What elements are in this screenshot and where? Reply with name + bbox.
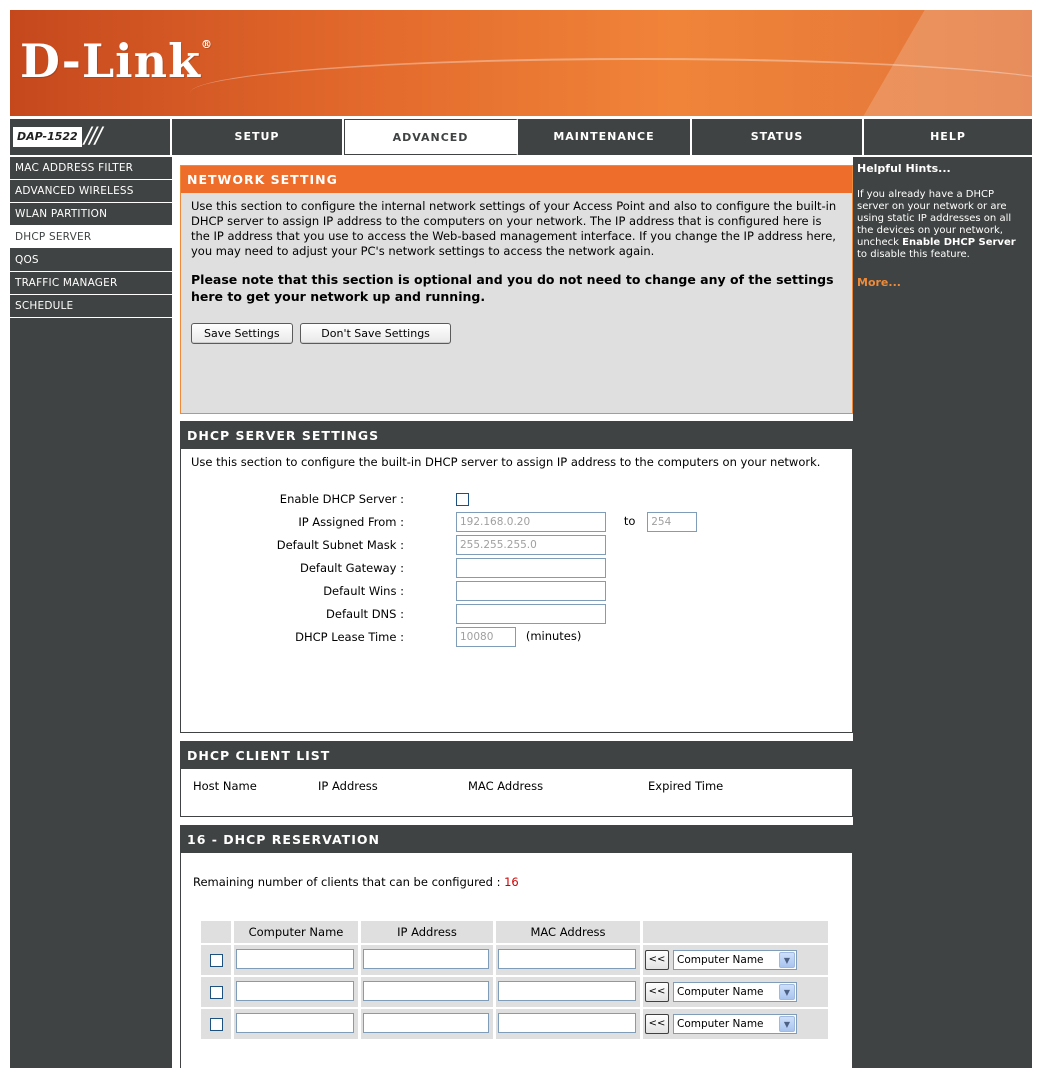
default-gateway-label: Default Gateway : (299, 561, 404, 575)
registered-mark: ® (200, 38, 213, 51)
sidebar-item-traffic-manager[interactable]: TRAFFIC MANAGER (10, 272, 172, 295)
reservation-title: 16 - DHCP RESERVATION (181, 826, 852, 853)
top-nav (10, 119, 1032, 155)
ip-assigned-from-label: IP Assigned From : (298, 515, 404, 529)
model-label: DAP-1522 (13, 127, 82, 147)
chevron-down-icon: ▼ (779, 984, 795, 1000)
sidebar-item-schedule[interactable]: SCHEDULE (10, 295, 172, 318)
chevron-down-icon: ▼ (779, 1016, 795, 1032)
col-ip-address: IP Address (361, 921, 493, 943)
header-banner (10, 10, 1032, 116)
mac-address-input[interactable] (498, 981, 636, 1001)
col-expired-time: Expired Time (648, 779, 724, 793)
default-dns-input[interactable] (456, 604, 606, 624)
save-settings-button[interactable]: Save Settings (191, 323, 293, 344)
sidebar-item-mac-address-filter[interactable]: MAC ADDRESS FILTER (10, 157, 172, 180)
tab-help[interactable]: HELP (864, 119, 1032, 155)
dhcp-settings-title: DHCP SERVER SETTINGS (181, 422, 852, 449)
network-setting-title: NETWORK SETTING (181, 166, 852, 193)
dhcp-reservation-section (180, 825, 853, 1068)
computer-name-input[interactable] (236, 981, 354, 1001)
computer-name-select[interactable]: Computer Name ▼ (673, 950, 797, 970)
row-checkbox[interactable] (210, 986, 223, 999)
network-description: Use this section to configure the internal network settings of your Access Point and also to configure the built-in DHCP server to assign IP address to the computers on your network. The IP address that is configured here is the IP address that you use to access the Web-based management interface. If you change the IP address here, you may need to adjust your PC's network settings to access the network again. (191, 199, 837, 258)
col-host-name: Host Name (193, 779, 257, 793)
dhcp-server-settings-section (180, 421, 853, 733)
enable-dhcp-checkbox[interactable] (456, 493, 469, 506)
remaining-clients: Remaining number of clients that can be configured : 16 (193, 875, 519, 889)
reservation-table (198, 919, 831, 1041)
table-row (201, 945, 828, 975)
tab-maintenance[interactable]: MAINTENANCE (518, 119, 692, 155)
ip-address-input[interactable] (363, 949, 489, 969)
subnet-mask-input[interactable]: 255.255.255.0 (456, 535, 606, 555)
sidebar-item-qos[interactable]: QOS (10, 249, 172, 272)
default-wins-label: Default Wins : (323, 584, 404, 598)
help-panel (853, 157, 1032, 1068)
copy-button[interactable]: << (645, 950, 669, 970)
ip-address-input[interactable] (363, 1013, 489, 1033)
sidebar-item-dhcp-server[interactable]: DHCP SERVER (10, 226, 172, 249)
dhcp-description: Use this section to configure the built-in DHCP server to assign IP address to the computers on your network. (191, 455, 821, 469)
table-row (201, 977, 828, 1007)
table-row (201, 1009, 828, 1039)
ip-from-input[interactable]: 192.168.0.20 (456, 512, 606, 532)
client-list-title: DHCP CLIENT LIST (181, 742, 852, 769)
remaining-count: 16 (504, 875, 519, 889)
help-text: If you already have a DHCP server on your network or are using static IP addresses on all the devices on your network, uncheck Enable DHCP Server to disable this feature. (857, 189, 1016, 260)
enable-dhcp-label: Enable DHCP Server : (279, 492, 404, 506)
default-wins-input[interactable] (456, 581, 606, 601)
lease-unit-label: (minutes) (525, 629, 582, 643)
dont-save-settings-button[interactable]: Don't Save Settings (300, 323, 451, 344)
help-title: Helpful Hints... (857, 162, 951, 175)
default-gateway-input[interactable] (456, 558, 606, 578)
help-more-link[interactable]: More... (857, 276, 901, 289)
lease-time-label: DHCP Lease Time : (295, 630, 404, 644)
to-label: to (623, 514, 636, 528)
col-ip-address: IP Address (318, 779, 378, 793)
tab-setup[interactable]: SETUP (172, 119, 344, 155)
row-checkbox[interactable] (210, 1018, 223, 1031)
col-mac-address: MAC Address (468, 779, 544, 793)
dlink-logo: D-Link® (20, 34, 213, 88)
sidebar-item-advanced-wireless[interactable]: ADVANCED WIRELESS (10, 180, 172, 203)
col-computer-name: Computer Name (234, 921, 358, 943)
model-slashes: /// (84, 124, 101, 149)
dhcp-client-list-section (180, 741, 853, 817)
computer-name-select[interactable]: Computer Name ▼ (673, 1014, 797, 1034)
subnet-mask-label: Default Subnet Mask : (276, 538, 404, 552)
tab-advanced[interactable]: ADVANCED (344, 119, 518, 155)
chevron-down-icon: ▼ (779, 952, 795, 968)
copy-button[interactable]: << (645, 1014, 669, 1034)
network-note: Please note that this section is optional and you do not need to change any of the settings here to get your network up and running. (191, 272, 834, 304)
mac-address-input[interactable] (498, 949, 636, 969)
computer-name-select[interactable]: Computer Name ▼ (673, 982, 797, 1002)
lease-time-input[interactable]: 10080 (456, 627, 516, 647)
sidebar (10, 157, 172, 1068)
copy-button[interactable]: << (645, 982, 669, 1002)
mac-address-input[interactable] (498, 1013, 636, 1033)
model-cell (10, 119, 172, 155)
row-checkbox[interactable] (210, 954, 223, 967)
ip-to-input[interactable]: 254 (647, 512, 697, 532)
default-dns-label: Default DNS : (326, 607, 404, 621)
computer-name-input[interactable] (236, 949, 354, 969)
ip-address-input[interactable] (363, 981, 489, 1001)
sidebar-item-wlan-partition[interactable]: WLAN PARTITION (10, 203, 172, 226)
computer-name-input[interactable] (236, 1013, 354, 1033)
col-mac-address: MAC Address (496, 921, 640, 943)
tab-status[interactable]: STATUS (692, 119, 864, 155)
network-setting-section (180, 165, 853, 414)
